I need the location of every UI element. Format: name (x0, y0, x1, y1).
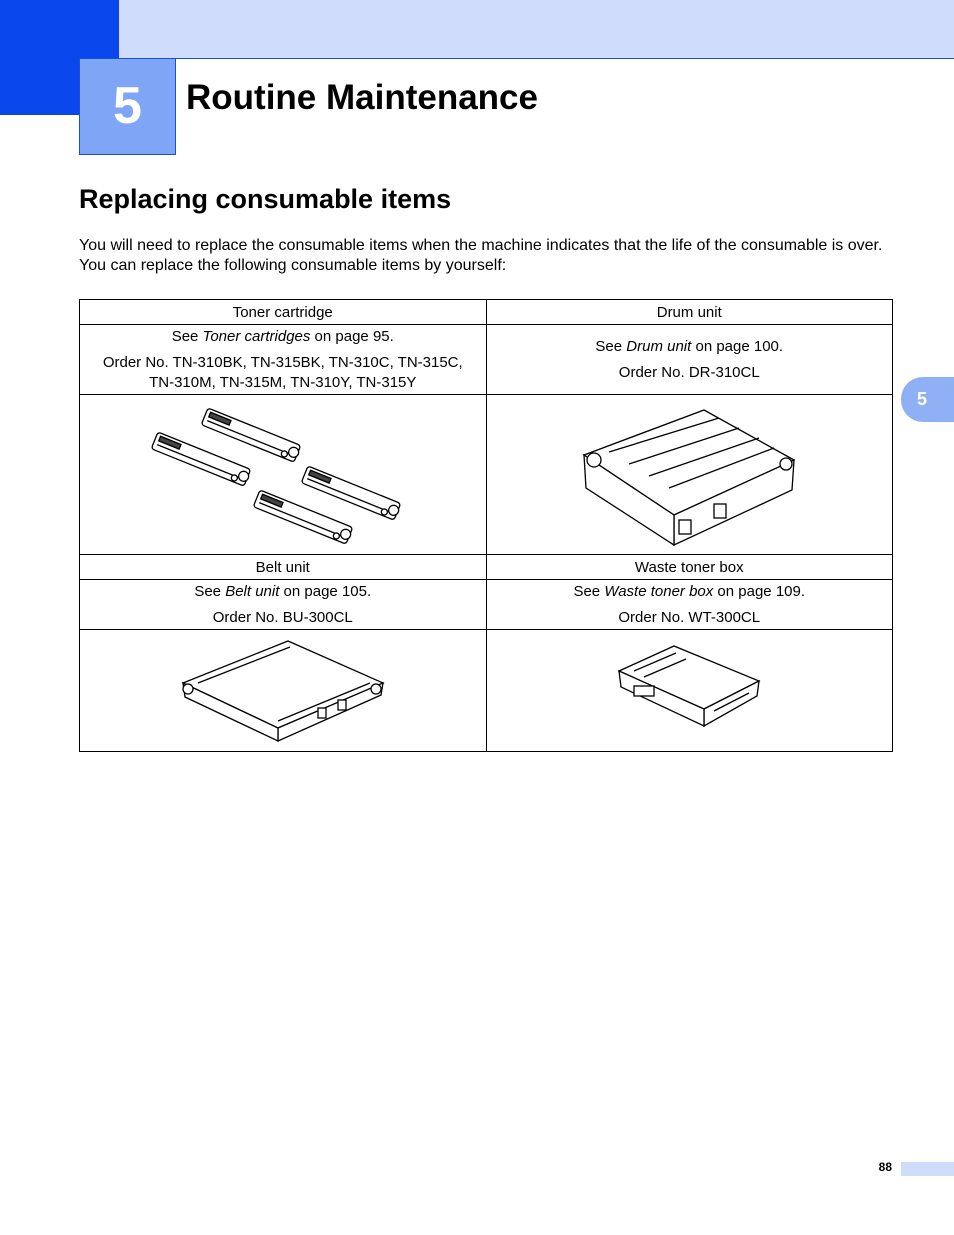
belt-header: Belt unit (80, 555, 487, 580)
drum-see-reference: See Drum unit on page 100. (595, 337, 784, 355)
table-row (80, 580, 893, 630)
page-number: 88 (878, 1160, 892, 1174)
toner-order-line1: Order No. TN-310BK, TN-315BK, TN-310C, TN-315C, (102, 353, 463, 371)
table-row (80, 300, 893, 325)
toner-see-reference: See Toner cartridges on page 95. (171, 327, 394, 345)
drum-unit-icon (574, 400, 804, 550)
table-row (80, 395, 893, 555)
section-title: Replacing consumable items (79, 184, 452, 214)
toner-cartridges-link[interactable]: Toner cartridges (202, 327, 311, 345)
waste-header: Waste toner box (486, 555, 893, 580)
drum-order-number: Order No. DR-310CL (618, 363, 760, 381)
toner-order-line2: TN-310M, TN-315M, TN-310Y, TN-315Y (149, 373, 417, 391)
chapter-number: 5 (79, 58, 176, 155)
toner-info-cell (80, 325, 487, 395)
intro-paragraph: You will need to replace the consumable items when the machine indicates that the life of the consumable is over. You can replace the following consumable items by yourself: (79, 237, 883, 274)
table-row (80, 555, 893, 580)
drum-info-cell (486, 325, 893, 395)
chapter-title: Routine Maintenance (186, 78, 538, 117)
belt-image-cell (80, 630, 487, 752)
drum-image-cell (486, 395, 893, 555)
toner-image-cell (80, 395, 487, 555)
footer-bar (901, 1162, 954, 1176)
belt-order-number: Order No. BU-300CL (212, 608, 353, 626)
waste-see-reference: See Waste toner box on page 109. (573, 582, 806, 600)
waste-info-cell (486, 580, 893, 630)
drum-unit-link[interactable]: Drum unit (626, 337, 692, 355)
waste-toner-box-link[interactable]: Waste toner box (604, 582, 714, 600)
belt-unit-icon (178, 633, 388, 748)
waste-toner-box-icon (614, 641, 764, 741)
chapter-side-tab[interactable]: 5 (901, 377, 954, 422)
belt-unit-link[interactable]: Belt unit (225, 582, 280, 600)
toner-header: Toner cartridge (80, 300, 487, 325)
drum-header: Drum unit (486, 300, 893, 325)
waste-order-number: Order No. WT-300CL (618, 608, 761, 626)
belt-info-cell (80, 580, 487, 630)
table-row (80, 325, 893, 395)
table-row (80, 630, 893, 752)
consumables-table (79, 299, 893, 752)
belt-see-reference: See Belt unit on page 105. (194, 582, 372, 600)
toner-cartridges-icon (148, 400, 418, 550)
waste-image-cell (486, 630, 893, 752)
header-band (0, 0, 954, 59)
